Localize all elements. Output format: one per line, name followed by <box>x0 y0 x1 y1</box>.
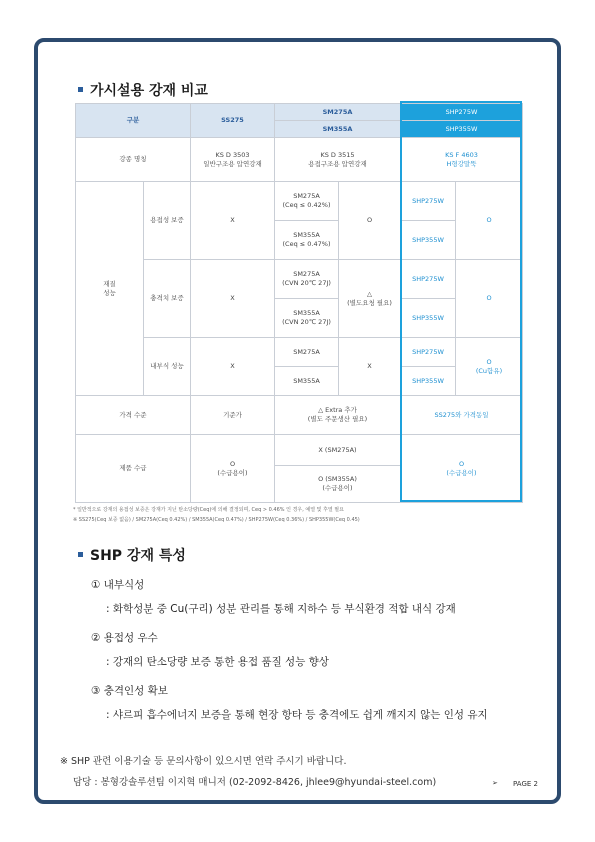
cell-weld-shp1: SHP275W <box>401 182 456 221</box>
table-row-spec <box>76 138 523 182</box>
header-category: 구분 <box>76 104 191 138</box>
header-ss275: SS275 <box>191 104 275 138</box>
cell-impact-shp2: SHP355W <box>401 299 456 338</box>
feature-desc-impact: : 샤르피 흡수에너지 보증을 통해 현장 항타 등 충격에도 쉽게 깨지지 않는 인성 유지 <box>106 709 488 721</box>
table-row-weld-1 <box>76 182 523 221</box>
page-number: PAGE 2 <box>513 780 538 788</box>
feature-desc-weld: : 강재의 탄소당량 보증 통한 용접 품질 성능 향상 <box>106 656 329 668</box>
table-row-supply-1 <box>76 435 523 466</box>
feature-heading-weld: ② 용접성 우수 <box>91 632 158 644</box>
cell-weld-ss: X <box>191 182 275 260</box>
row-label-price: 가격 수준 <box>76 396 191 435</box>
cell-supply-sm1: X (SM275A) <box>275 435 401 466</box>
table-note-1: * 일반적으로 강재의 용접성 보증은 강재가 지닌 탄소당량(Ceq)에 의해 결정되며, Ceq > 0.46% 인 경우, 예열 및 후열 필요 <box>73 507 344 513</box>
comparison-table <box>75 103 523 503</box>
table-note-2: ※ SS275(Ceq 보증 없음) / SM275A(Ceq 0.42%) / SM355A(Ceq 0.47%) / SHP275W(Ceq 0.36%) / SHP355W(Ceq 0.45) <box>73 517 360 523</box>
cell-weld-shp2: SHP355W <box>401 221 456 260</box>
table-row-impact-1 <box>76 260 523 299</box>
table-row-price <box>76 396 523 435</box>
cell-weld-sm2: SM355A (Ceq ≤ 0.47%) <box>275 221 339 260</box>
row-label-spec: 강종 명칭 <box>76 138 191 182</box>
cell-corrosion-shp2: SHP355W <box>401 367 456 396</box>
section-title-text: SHP 강재 특성 <box>90 548 186 564</box>
feature-heading-impact: ③ 충격인성 확보 <box>91 685 168 697</box>
cell-weld-sm-mark: O <box>339 182 401 260</box>
cell-supply-ss: O (수급용이) <box>191 435 275 503</box>
header-shp355w: SHP355W <box>401 121 523 138</box>
cell-spec-sm: KS D 3515 용접구조용 압연강재 <box>275 138 401 182</box>
cell-price-ss: 기준가 <box>191 396 275 435</box>
row-label-weld: 용접성 보증 <box>144 182 191 260</box>
cell-impact-shp1: SHP275W <box>401 260 456 299</box>
feature-heading-corrosion: ① 내부식성 <box>91 579 145 591</box>
cell-impact-shp-mark: O <box>456 260 523 338</box>
cell-corrosion-shp-mark: O (Cu함유) <box>456 338 523 396</box>
row-label-supply: 제품 수급 <box>76 435 191 503</box>
cell-corrosion-sm1: SM275A <box>275 338 339 367</box>
cell-impact-sm1: SM275A (CVN 20℃ 27J) <box>275 260 339 299</box>
cell-corrosion-sm-mark: X <box>339 338 401 396</box>
contact-person: 담당 : 봉형강솔루션팀 이지혁 매니저 (02-2092-8426, jhlee9@hyundai-steel.com) <box>73 777 437 788</box>
cell-impact-ss: X <box>191 260 275 338</box>
section-title-text: 가시설용 강재 비교 <box>90 83 208 99</box>
bullet-icon <box>78 87 83 92</box>
header-sm355a: SM355A <box>275 121 401 138</box>
cell-spec-shp: KS F 4603 H형강말뚝 <box>401 138 523 182</box>
section-title-features <box>78 545 186 565</box>
table-row-corrosion-1 <box>76 338 523 367</box>
cell-impact-sm2: SM355A (CVN 20℃ 27J) <box>275 299 339 338</box>
cell-weld-sm1: SM275A (Ceq ≤ 0.42%) <box>275 182 339 221</box>
cell-impact-sm-mark: △ (별도요청 필요) <box>339 260 401 338</box>
feature-desc-corrosion: : 화학성분 중 Cu(구리) 성분 관리를 통해 지하수 등 부식환경 적합 내식 강재 <box>106 603 456 615</box>
group-label-material: 재질 성능 <box>76 182 144 396</box>
cell-corrosion-ss: X <box>191 338 275 396</box>
cell-corrosion-sm2: SM355A <box>275 367 339 396</box>
row-label-corrosion: 내부식 성능 <box>144 338 191 396</box>
cell-price-shp: SS275와 가격동일 <box>401 396 523 435</box>
cell-supply-sm2: O (SM355A) (수급용이) <box>275 466 401 503</box>
header-sm275a: SM275A <box>275 104 401 121</box>
cell-price-sm: △ Extra 추가 (별도 주문생산 필요) <box>275 396 401 435</box>
table-header-row <box>76 104 523 121</box>
cell-weld-shp-mark: O <box>456 182 523 260</box>
arrow-icon: ➢ <box>492 779 498 787</box>
cell-spec-ss: KS D 3503 일반구조용 압연강재 <box>191 138 275 182</box>
header-shp275w: SHP275W <box>401 104 523 121</box>
row-label-impact: 충격치 보증 <box>144 260 191 338</box>
cell-supply-shp: O (수급용이) <box>401 435 523 503</box>
section-title-comparison <box>78 80 208 100</box>
cell-corrosion-shp1: SHP275W <box>401 338 456 367</box>
bullet-icon <box>78 552 83 557</box>
contact-notice: ※ SHP 관련 이용기술 등 문의사항이 있으시면 연락 주시기 바랍니다. <box>60 756 347 767</box>
